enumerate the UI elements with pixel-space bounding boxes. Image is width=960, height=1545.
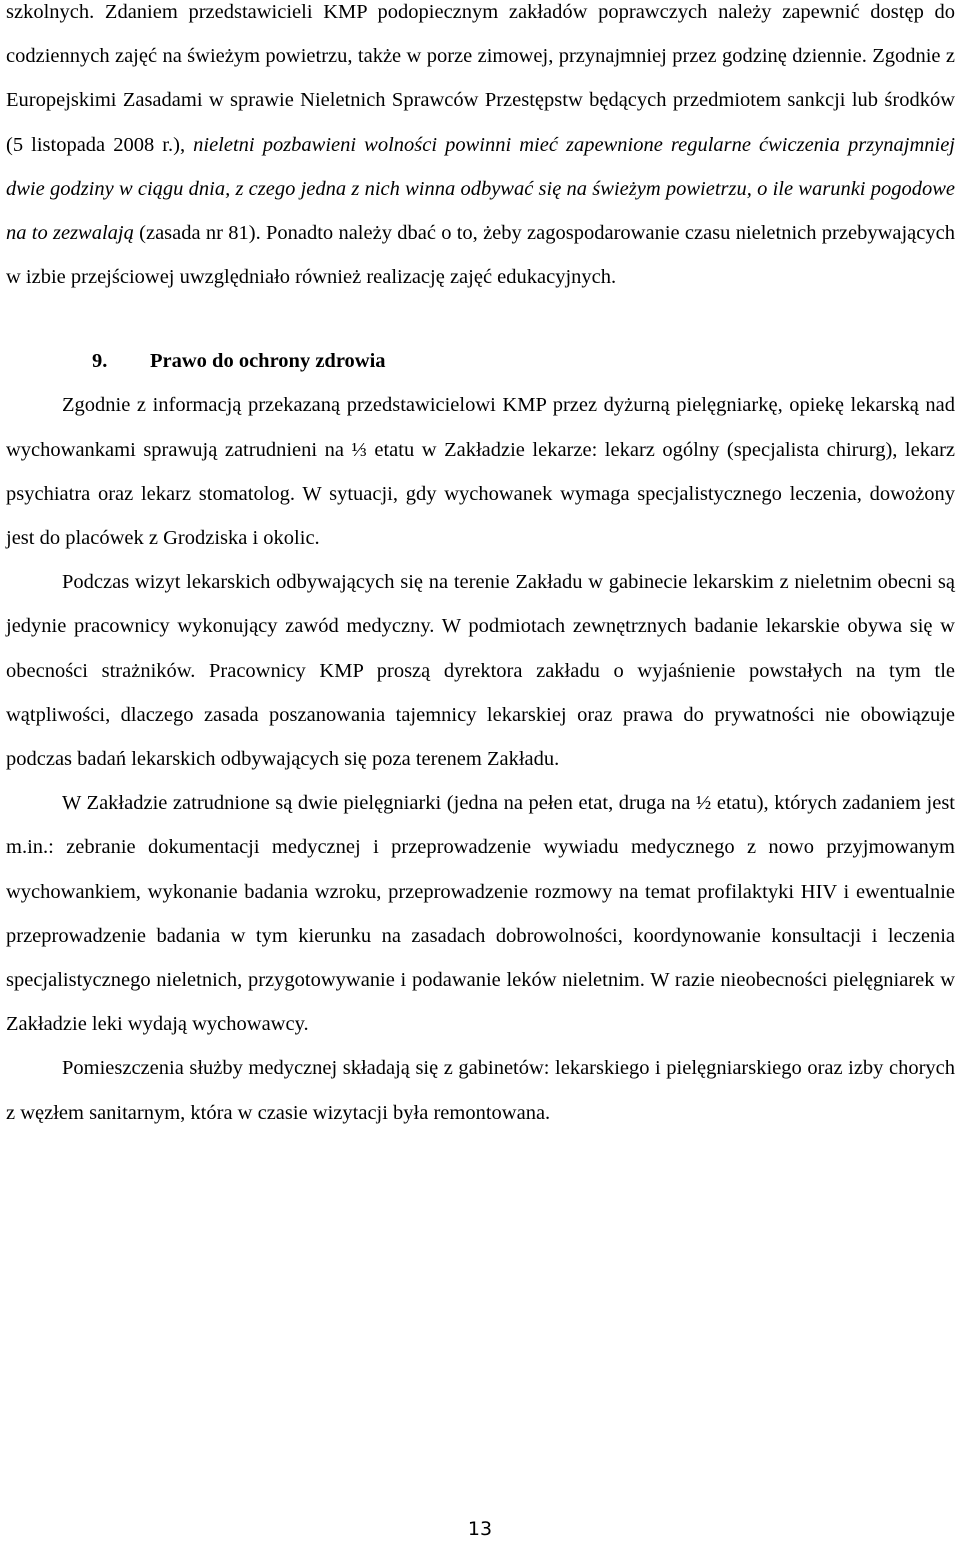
paragraph-medical-visits: Podczas wizyt lekarskich odbywających się na terenie Zakładu w gabinecie lekarskim z nieletnim obecni są jedynie pracownicy wykonujący zawód medyczny. W podmiotach zewnętrznych badanie lekarskie obywa się w obecności strażników. Pracownicy KMP proszą dyrektora zakładu o wyjaśnienie powstałych na tym tle wątpliwości, dlaczego zasada poszanowania tajemnicy lekarskiej oraz prawa do prywatności nie obowiązuje podczas badań lekarskich odbywających się poza terenem Zakładu. <box>6 571 955 771</box>
paragraph-medical-rooms: Pomieszczenia służby medycznej składają się z gabinetów: lekarskiego i pielęgniarskiego oraz izby chorych z węzłem sanitarnym, która w czasie wizytacji była remontowana. <box>6 1057 955 1124</box>
document-page <box>6 0 955 1135</box>
intro-text-b: (zasada nr 81). Ponadto należy dbać o to, żeby zagospodarowanie czasu nieletnich przebywających w izbie przejściowej uwzględniało również realizację zajęć edukacyjnych. <box>6 222 955 289</box>
section-number: 9. <box>92 350 108 373</box>
paragraph-nurses: W Zakładzie zatrudnione są dwie pielęgniarki (jedna na pełen etat, druga na ½ etatu), których zadaniem jest m.in.: zebranie dokumentacji medycznej i przeprowadzenie wywiadu medycznego z nowo przyjmowanym wychowankiem, wykonanie badania wzroku, przeprowadzenie rozmowy na temat profilaktyki HIV i ewentualnie przeprowadzenie badania w tym kierunku na zasadach dobrowolności, koordynowanie konsultacji i leczenia specjalistycznego nieletnich, przygotowywanie i podawanie leków nieletnim. W razie nieobecności pielęgniarek w Zakładzie leki wydają wychowawcy. <box>6 792 955 1036</box>
intro-paragraph <box>6 0 955 299</box>
intro-quote-italic: nieletni pozbawieni wolności powinni mieć zapewnione regularne ćwiczenia przynajmniej dwie godziny w ciągu dnia, z czego jedna z nich winna odbywać się na świeżym powietrzu, o ile warunki pogodowe na to zezwalają <box>6 133 955 245</box>
section-title: Prawo do ochrony zdrowia <box>150 350 386 373</box>
paragraph-medical-care: Zgodnie z informacją przekazaną przedstawicielowi KMP przez dyżurną pielęgniarkę, opiekę lekarską nad wychowankami sprawują zatrudnieni na ⅓ etatu w Zakładzie lekarze: lekarz ogólny (specjalista chirurg), lekarz psychiatra oraz lekarz stomatolog. W sytuacji, gdy wychowanek wymaga specjalistycznego leczenia, dowożony jest do placówek z Grodziska i okolic. <box>6 394 955 550</box>
intro-text-a: szkolnych. Zdaniem przedstawicieli KMP podopiecznym zakładów poprawczych należy zapewnić dostęp do codziennych zajęć na świeżym powietrzu, także w porze zimowej, przynajmniej przez godzinę dziennie. Zgodnie z Europejskimi Zasadami w sprawie Nieletnich Sprawców Przestępstw będących przedmiotem sankcji lub środków (5 listopada 2008 r.), <box>6 1 955 156</box>
section-heading <box>6 339 955 383</box>
page-number: 13 <box>467 1518 493 1540</box>
